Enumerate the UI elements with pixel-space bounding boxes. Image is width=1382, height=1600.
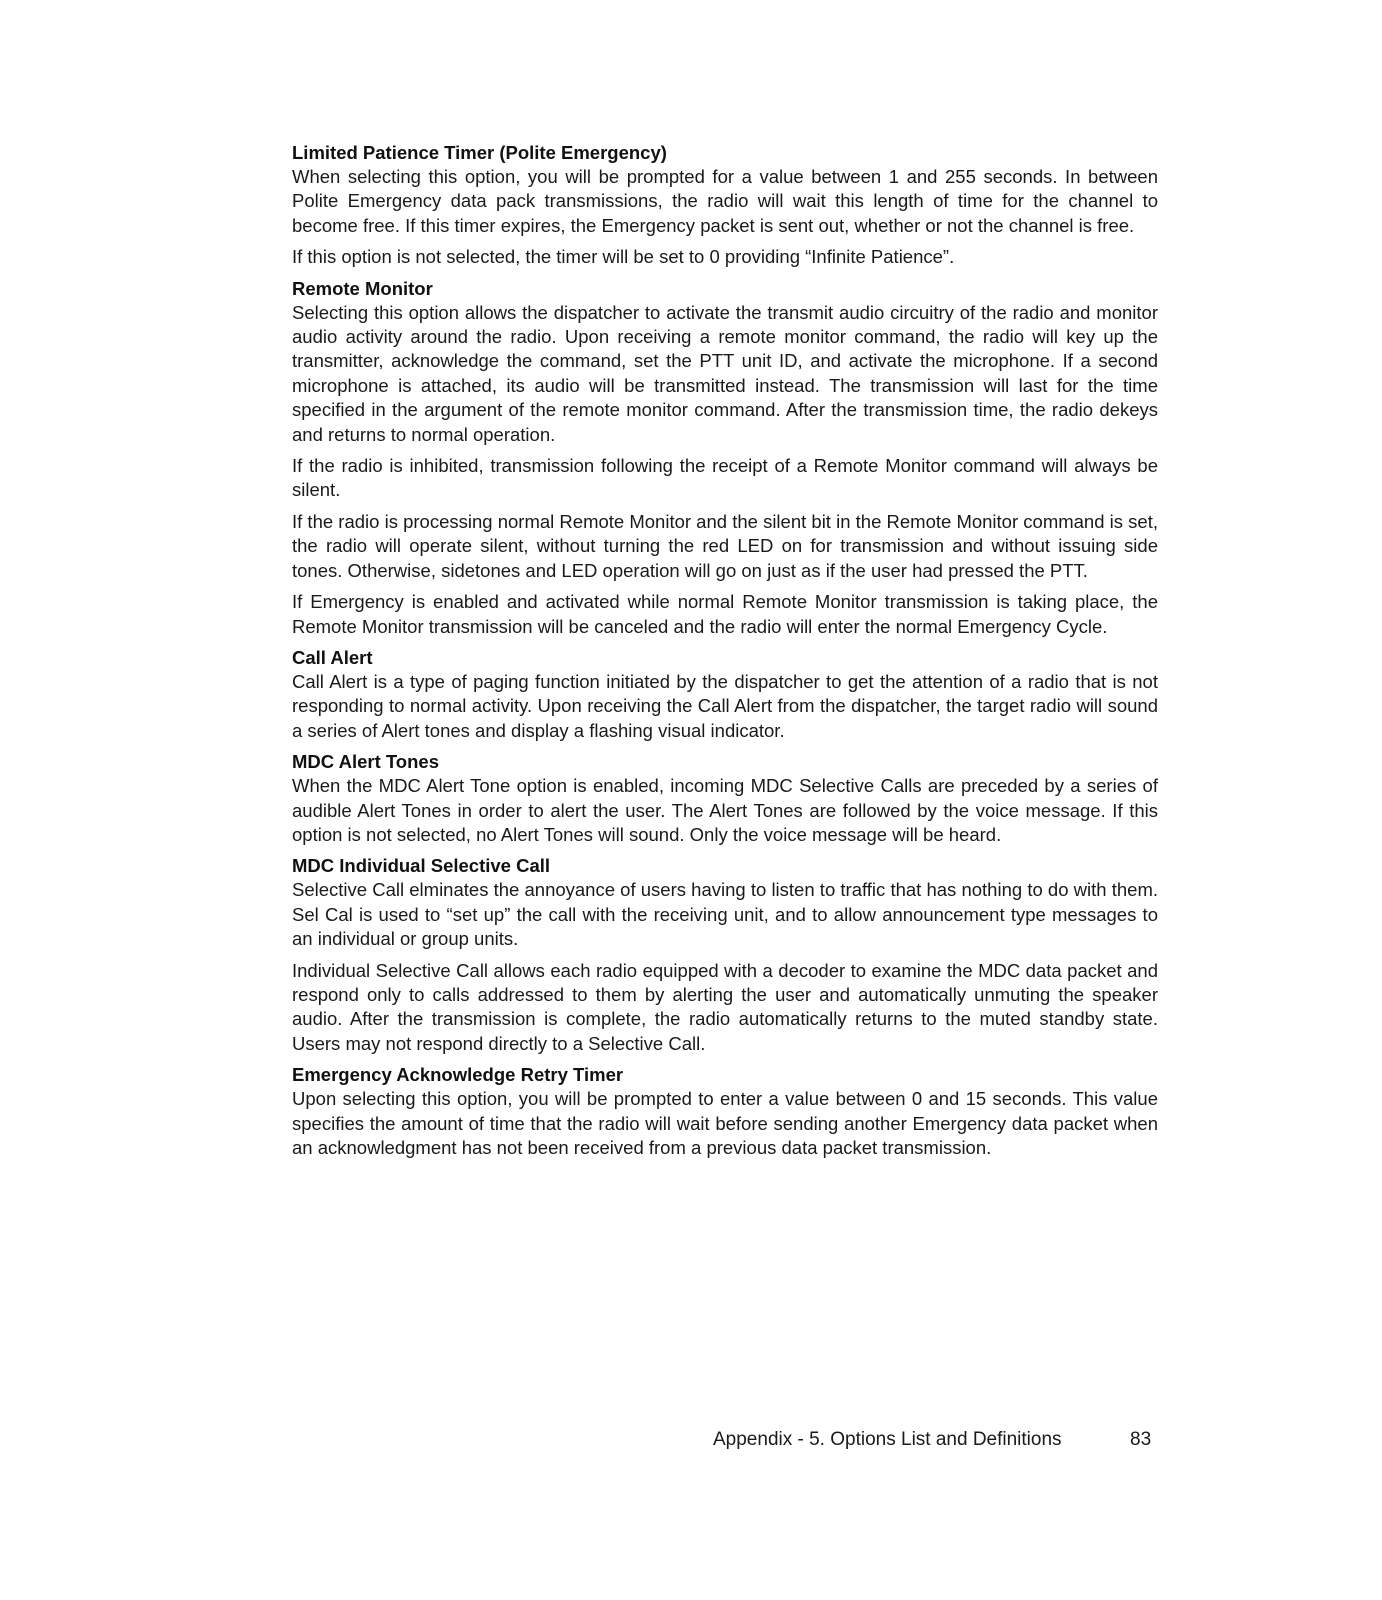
paragraph: If the radio is processing normal Remote Monitor and the silent bit in the Remote Monitor command is set, the radio will operate silent, without turning the red LED on for transmission and without issuing side tones. Otherwise, sidetones and LED operation will go on just as if the user had pressed the PTT. <box>292 510 1158 581</box>
section-mdc-individual-selective-call <box>292 854 1158 1056</box>
paragraph: Upon selecting this option, you will be prompted to enter a value between 0 and 15 seconds. This value specifies the amount of time that the radio will wait before sending another Emergency data packet when an acknowledgment has not been received from a previous data packet transmission. <box>292 1088 1158 1158</box>
section-heading: Emergency Acknowledge Retry Timer <box>292 1064 624 1086</box>
paragraph: If this option is not selected, the timer will be set to 0 providing “Infinite Patience”. <box>292 246 955 268</box>
section-limited-patience-timer <box>292 141 1158 270</box>
paragraph: When selecting this option, you will be prompted for a value between 1 and 255 seconds. In between Polite Emergency data pack transmissions, the radio will wait this length of time for the channel to become free. If this timer expires, the Emergency packet is sent out, whether or not the channel is free. <box>292 166 1158 236</box>
section-heading: Limited Patience Timer (Polite Emergency) <box>292 142 667 163</box>
section-remote-monitor <box>292 277 1158 639</box>
section-heading: Remote Monitor <box>292 277 433 299</box>
section-heading: MDC Individual Selective Call <box>292 855 551 877</box>
section-call-alert <box>292 646 1158 743</box>
section-heading: Call Alert <box>292 646 373 668</box>
section-emergency-ack-retry-timer <box>292 1063 1158 1160</box>
paragraph: Individual Selective Call allows each radio equipped with a decoder to examine the MDC data packet and respond only to calls addressed to them by alerting the user and automatically unmuting the speaker audio. After the transmission is complete, the radio automatically returns to the muted standby state. Users may not respond directly to a Selective Call. <box>292 959 1158 1054</box>
section-mdc-alert-tones <box>292 750 1158 847</box>
footer-chapter-title: Appendix - 5. Options List and Definitions <box>713 1429 1062 1450</box>
page-content <box>292 141 1158 1167</box>
section-heading: MDC Alert Tones <box>292 751 439 773</box>
paragraph: Call Alert is a type of paging function initiated by the dispatcher to get the attention of a radio that is not responding to normal activity. Upon receiving the Call Alert from the dispatcher, the target radio will sound a series of Alert tones and display a flashing visual indicator. <box>292 670 1158 741</box>
paragraph: When the MDC Alert Tone option is enabled, incoming MDC Selective Calls are preceded by a series of audible Alert Tones in order to alert the user. The Alert Tones are followed by the voice message. If this option is not selected, no Alert Tones will sound. Only the voice message will be heard. <box>292 775 1158 845</box>
paragraph: Selective Call elminates the annoyance of users having to listen to traffic that has nothing to do with them. Sel Cal is used to “set up” the call with the receiving unit, and to allow announcement type messages to an individual or group units. <box>292 879 1158 950</box>
page-number: 83 <box>1130 1429 1152 1450</box>
paragraph: If Emergency is enabled and activated while normal Remote Monitor transmission is taking place, the Remote Monitor transmission will be canceled and the radio will enter the normal Emergency Cycle. <box>292 591 1158 637</box>
paragraph: If the radio is inhibited, transmission following the receipt of a Remote Monitor command will always be silent. <box>292 455 1158 501</box>
paragraph: Selecting this option allows the dispatcher to activate the transmit audio circuitry of the radio and monitor audio activity around the radio. Upon receiving a remote monitor command, the radio will key up the transmitter, acknowledge the command, set the PTT unit ID, and activate the microphone. If a second microphone is attached, its audio will be transmitted instead. The transmission will last for the time specified in the argument of the remote monitor command. After the transmission time, the radio dekeys and returns to normal operation. <box>292 301 1158 445</box>
